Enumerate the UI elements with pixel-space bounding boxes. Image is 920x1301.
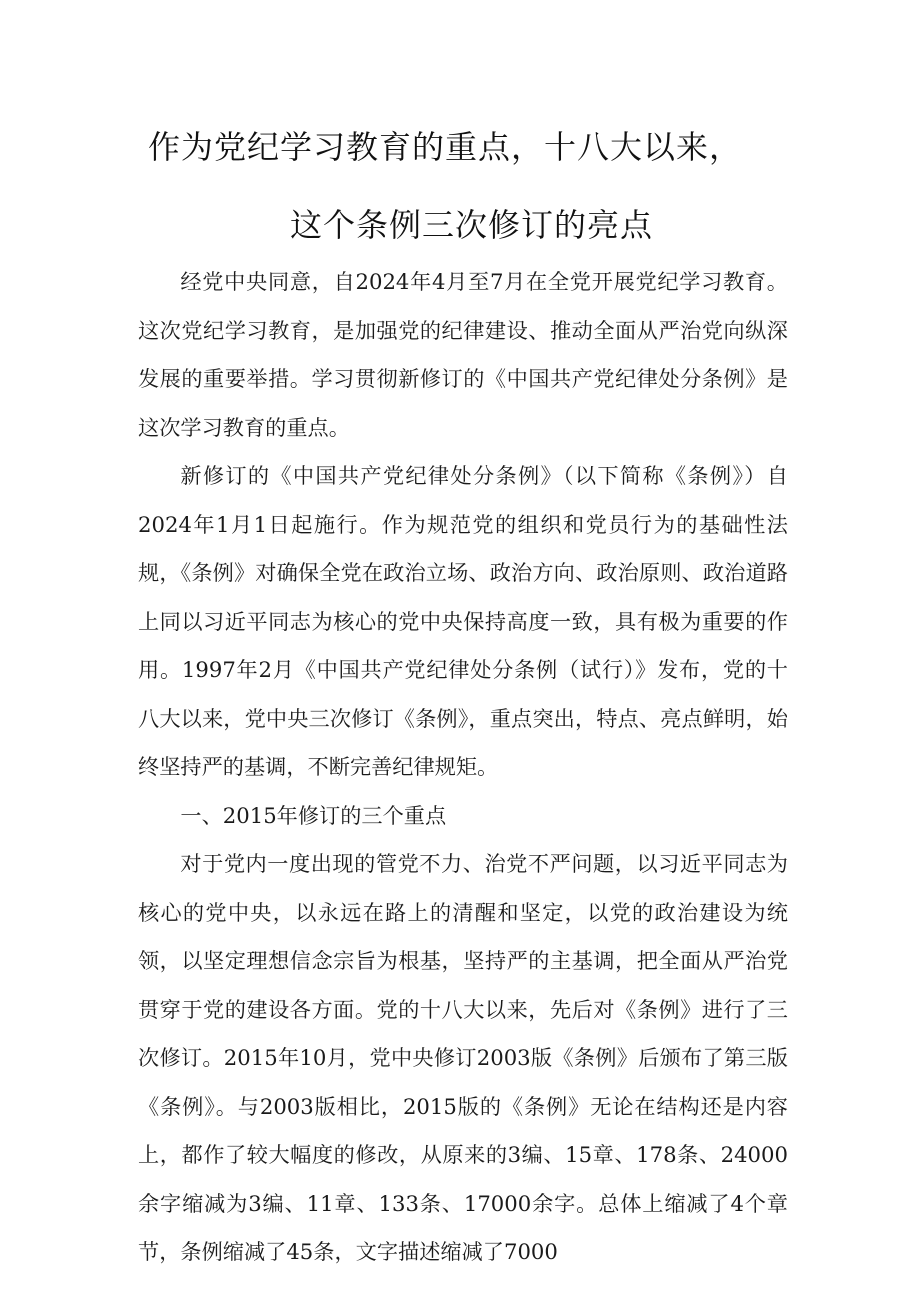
section-heading-2015: 一、2015年修订的三个重点	[180, 802, 447, 828]
paragraph-regulation-overview: 新修订的《中国共产党纪律处分条例》（以下简称《条例》）自2024年1月1日起施行。作为规范党的组织和党员行为的基础性法规，《条例》对确保全党在政治立场、政治方向、政治原则、政治道路上同以习近平同志为核心的党中央保持高度一致，具有极为重要的作用。1997年2月《中国共产党纪律处分条例（试行）》发布，党的十八大以来，党中央三次修订《条例》，重点突出，特点、亮点鲜明，始终坚持严的基调，不断完善纪律规矩。	[138, 463, 788, 779]
document-title-line-2: 这个条例三次修订的亮点	[290, 206, 654, 244]
document-body	[138, 258, 788, 1277]
paragraph-intro: 经党中央同意，自2024年4月至7月在全党开展党纪学习教育。这次党纪学习教育，是加强党的纪律建设、推动全面从严治党向纵深发展的重要举措。学习贯彻新修订的《中国共产党纪律处分条例》是这次学习教育的重点。	[138, 269, 788, 440]
paragraph-2015-revision: 对于党内一度出现的管党不力、治党不严问题，以习近平同志为核心的党中央，以永远在路上的清醒和坚定，以党的政治建设为统领，以坚定理想信念宗旨为根基，坚持严的主基调，把全面从严治党贯穿于党的建设各方面。党的十八大以来，先后对《条例》进行了三次修订。2015年10月，党中央修订2003版《条例》后颁布了第三版《条例》。与2003版相比，2015版的《条例》无论在结构还是内容上，都作了较大幅度的修改，从原来的3编、15章、178条、24000余字缩减为3编、11章、133条、17000余字。总体上缩减了4个章节，条例缩减了45条，文字描述缩减了7000	[138, 851, 788, 1264]
document-title-line-1: 作为党纪学习教育的重点，十八大以来，	[148, 128, 743, 166]
